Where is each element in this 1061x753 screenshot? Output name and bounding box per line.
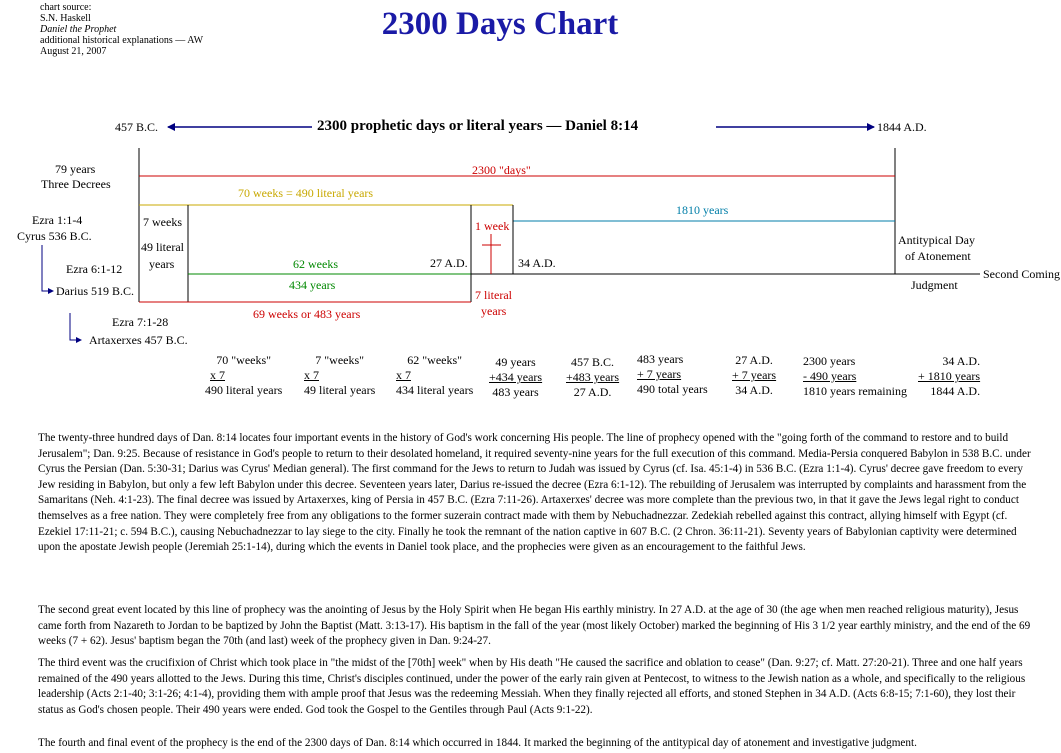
label-of-atonement: of Atonement xyxy=(905,249,971,263)
label-three-decrees: Three Decrees xyxy=(41,177,111,191)
label-49-literal: 49 literal xyxy=(141,240,184,254)
calc-62-weeks: 62 "weeks" x 7 434 literal years xyxy=(396,353,474,397)
label-ezra-6: Ezra 6:1-12 xyxy=(66,262,123,276)
paragraph-second-event: The second great event located by this line of prophecy was the anointing of Jesus by the Holy Spirit when He began His earthly ministry. In 27 A.D. at the age of 30 (the age when men reached religious maturity), Jesus came forth from Nazareth to Jordan to be baptized by John the Baptist (Matt. 3:13-17). His baptism in the fall of the year (most likely October) marked the beginning of His 3 1/2 year earthly ministry, and the end of the 69 weeks (7 + 62). Jesus' baptism began the 70th (and last) week of the prophecy given in Dan. 9:24-27. xyxy=(38,604,1031,648)
label-ezra-1: Ezra 1:1-4 xyxy=(32,213,83,227)
label-cyrus-536bc: Cyrus 536 B.C. xyxy=(17,229,92,243)
label-7-years: years xyxy=(481,304,507,318)
calc-1844ad: 34 A.D. + 1810 years 1844 A.D. xyxy=(918,354,981,398)
source-line-3: Daniel the Prophet xyxy=(40,24,117,35)
source-line-1: chart source: xyxy=(40,2,92,13)
label-ezra-7: Ezra 7:1-28 xyxy=(112,315,169,329)
label-antitypical-day: Antitypical Day xyxy=(898,233,975,247)
label-7-weeks: 7 weeks xyxy=(143,215,182,229)
label-second-coming: Second Coming xyxy=(983,267,1060,281)
calc-7-weeks: 7 "weeks" x 7 49 literal years xyxy=(304,353,376,397)
calc-490-total: 483 years + 7 years 490 total years xyxy=(637,352,708,396)
label-darius-519bc: Darius 519 B.C. xyxy=(56,284,134,298)
connector-darius-artaxerxes xyxy=(70,313,76,340)
paragraph-fourth-event: The fourth and final event of the prophecy is the end of the 2300 days of Dan. 8:14 which occurred in 1844. It marked the beginning of the antitypical day of atonement and investigative judgment. xyxy=(38,737,917,749)
label-49-years: years xyxy=(149,257,175,271)
label-434-years: 434 years xyxy=(289,278,336,292)
page-title: 2300 Days Chart xyxy=(381,6,619,42)
label-62-weeks: 62 weeks xyxy=(293,257,338,271)
source-line-2: S.N. Haskell xyxy=(40,13,91,24)
source-line-4: additional historical explanations — AW xyxy=(40,35,204,46)
paragraph-first-event: The twenty-three hundred days of Dan. 8:14 locates four important events in the history of God's work concerning His people. The line of prophecy opened with the "going forth of the command to restore and to build Jerusalem"; Dan. 9:25. Because of resistance in God's people to return to their desolated homeland, it required seventy-nine years for the full execution of this command. Media-Persia conquered Babylon in 538 B.C. under Cyrus the Persian (Dan. 5:30-31; Darius was Cyrus' Median general). The first command for the Jews to return to Judah was issued by Cyrus (cf. Isa. 45:1-4) in 536 B.C. (Ezra 1:1-4). Cyrus' decree gave freedom to every Jew residing in Babylon, but only a few left Babylon under this decree. Seventeen years later, Darius re-issued the decree (Ezra 6:1-12). The rebuilding of Jerusalem was interrupted by complaints and harassment from the Samaritans (Neh. 4:1-23). The final decree was issued by Artaxerxes, king of Persia in 457 B.C. (Ezra 7:11-26). Artaxerxes' decree was more complete than the previous two, in that it gave the Jews legal right to conduct themselves as a free nation. They were completely free from any obligations to the former suzerain contract made with them by Nebuchadnezzar. Zedekiah rebelled against this contract, allying himself with Egypt (cf. Ezekiel 17:11-21; c. 594 B.C.), causing Nebuchadnezzar to lay siege to the city. Finally he took the remnant of the nation captive in 607 B.C. (2 Chron. 36:11-21). Seventy years of Babylonian captivity were determined upon the apostate Jewish people (Jeremiah 25:1-14), during which the events in Daniel took place, and the prophecies were given as an encouragement to the faithful Jews. xyxy=(38,432,1031,554)
label-69-weeks: 69 weeks or 483 years xyxy=(253,307,361,321)
label-27ad: 27 A.D. xyxy=(430,256,468,270)
paragraph-third-event: The third event was the crucifixion of Christ which took place in "the midst of the [70th] week" when by His death "He caused the sacrifice and oblation to cease" (Dan. 9:27; cf. Matt. 27:20-21). Three and one half years remained of the 490 years allotted to the Jews. During this time, Christ's disciples continued, under the power of the early rain given at Pentecost, to witness to the Jewish nation as a whole, and specifically to the religious leadership (Acts 2:1-40; 3:1-26; 4:1-4), providing them with ample proof that Jesus was the redeeming Messiah. When they finally rejected all efforts, and stoned Stephen in 34 A.D. (Acts 6:8-15; 7:1-60), they lost their status as God's chosen people. Their 490 years were ended. God took the Gospel to the Gentiles through Paul (Acts 9:1-22). xyxy=(38,657,1026,716)
start-date-457bc: 457 B.C. xyxy=(115,120,159,134)
calc-27ad: 457 B.C. +483 years 27 A.D. xyxy=(566,355,620,399)
label-judgment: Judgment xyxy=(911,278,958,292)
end-date-1844ad: 1844 A.D. xyxy=(877,120,927,134)
calc-1810-remaining: 2300 years - 490 years 1810 years remaining xyxy=(803,354,907,398)
label-79-years: 79 years xyxy=(55,162,96,176)
label-1-week: 1 week xyxy=(475,219,510,233)
calc-483-years: 49 years +434 years 483 years xyxy=(489,355,543,399)
calc-34ad: 27 A.D. + 7 years 34 A.D. xyxy=(732,353,777,397)
label-7-literal: 7 literal xyxy=(475,288,512,302)
label-34ad: 34 A.D. xyxy=(518,256,556,270)
label-artaxerxes-457bc: Artaxerxes 457 B.C. xyxy=(89,333,188,347)
connector-cyrus-darius xyxy=(42,245,48,291)
label-70-weeks: 70 weeks = 490 literal years xyxy=(238,186,374,200)
label-1810-years: 1810 years xyxy=(676,203,729,217)
timeline-heading: 2300 prophetic days or literal years — Daniel 8:14 xyxy=(317,118,639,134)
calc-70-weeks: 70 "weeks" x 7 490 literal years xyxy=(205,353,283,397)
source-line-5: August 21, 2007 xyxy=(40,46,107,57)
label-2300-days: 2300 "days" xyxy=(472,163,531,177)
